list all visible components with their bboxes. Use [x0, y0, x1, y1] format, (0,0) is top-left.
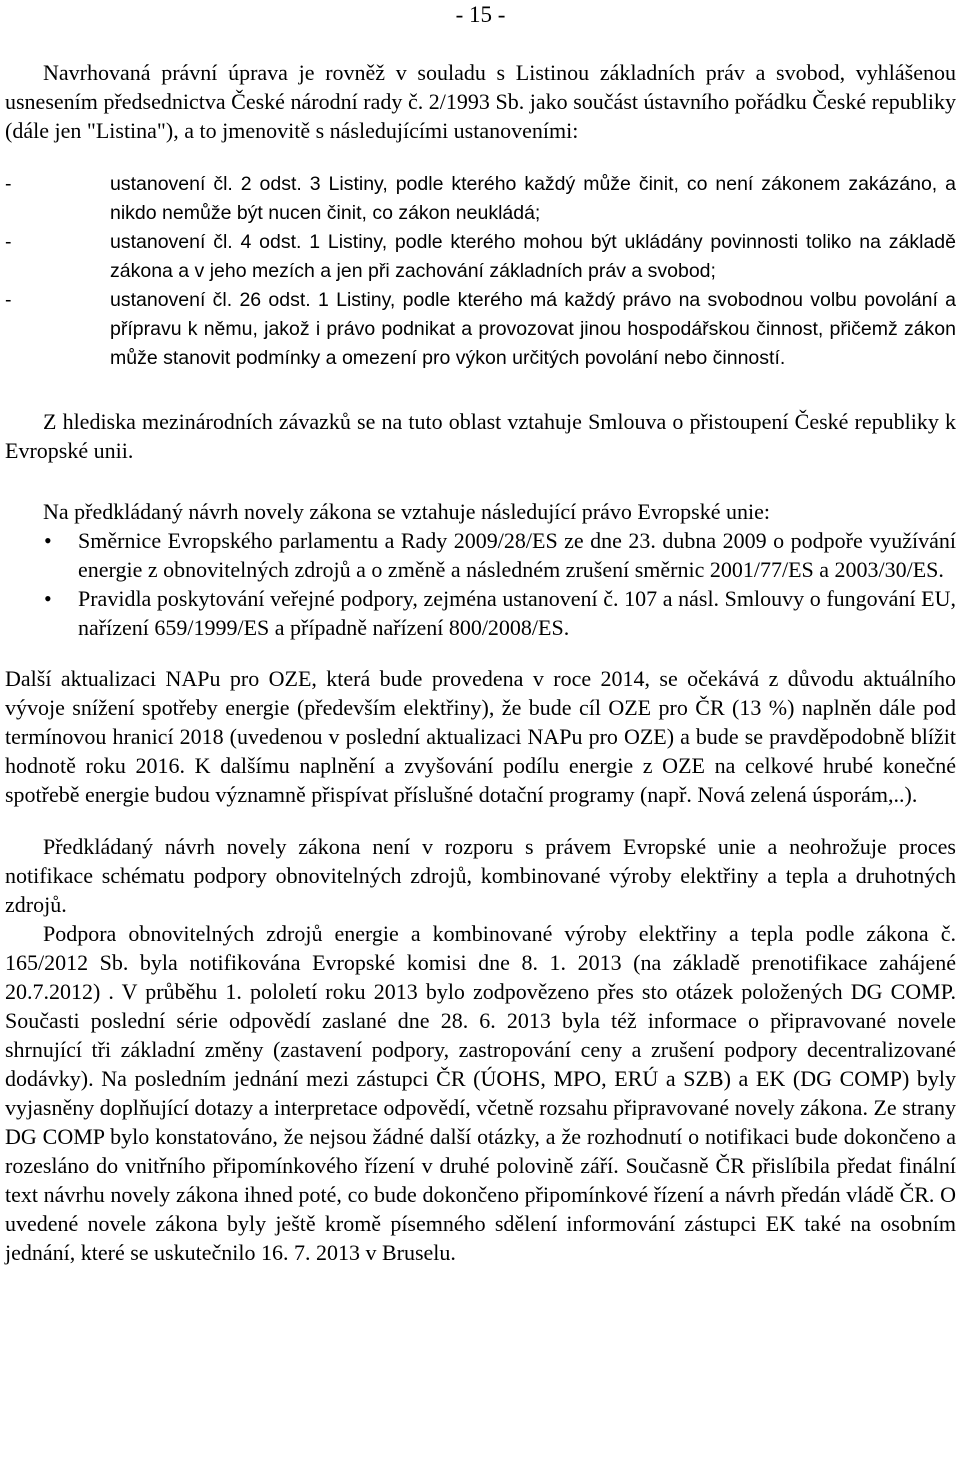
intro-paragraph: Navrhovaná právní úprava je rovněž v souladu s Listinou základních práv a svobod, vyhlášenou usnesením předsednictva České národní rady č. 2/1993 Sb. jako součást ústavního pořádku České republiky (dále jen "Listina"), a to jmenovitě s následujícími ustanoveními:: [5, 60, 956, 143]
list-item: [5, 584, 956, 642]
eu-law-intro: Na předkládaný návrh novely zákona se vztahuje následující právo Evropské unie:: [43, 499, 770, 524]
list-item-text: Směrnice Evropského parlamentu a Rady 2009/28/ES ze dne 23. dubna 2009 o podpoře využívání energie z obnovitelných zdrojů a o změně a následném zrušení směrnic 2001/77/ES a 2003/30/ES.: [78, 528, 956, 582]
list-item: [5, 526, 956, 584]
list-item-text: ustanovení čl. 2 odst. 3 Listiny, podle kterého každý může činit, co není zákonem zakázáno, a nikdo nemůže být nucen činit, co zákon neukládá;: [110, 173, 956, 224]
document-page: [5, 0, 956, 1267]
bullet-icon: •: [44, 528, 52, 553]
list-item: [5, 170, 956, 228]
dash-marker: -: [5, 231, 12, 253]
notification-paragraph: Podpora obnovitelných zdrojů energie a kombinované výroby elektřiny a tepla podle zákona č. 165/2012 Sb. byla notifikována Evropské komisi dne 8. 1. 2013 (na základě prenotifikace zahájené 20.7.2012) . V průběhu 1. pololetí roku 2013 bylo zodpovězeno přes sto otázek položených DG COMP. Současti poslední série odpovědí zaslané dne 28. 6. 2013 byla též informace o připravované novele shrnující tři základní změny (zastavení podpory, zastropování ceny a zrušení podpory decentralizované dodávky). Na posledním jednání mezi zástupci ČR (ÚOHS, MPO, ERÚ a SZB) a EK (DG COMP) byly vyjasněny doplňující dotazy a interpretace odpovědí, včetně rozsahu připravované novely zákona. Ze strany DG COMP bylo konstatováno, že nejsou žádné další otázky, a že rozhodnutí o notifikaci bude dokončeno a rozesláno do vnitřního připomínkového řízení v druhé polovině září. Současně ČR přislíbila předat finální text návrhu novely zákona ihned poté, co bude dokončeno připomínkové řízení a návrh předán vládě ČR. O uvedené novele zákona byly ještě kromě písemného sdělení informování zástupci EK také na osobním jednání, které se uskutečnilo 16. 7. 2013 v Bruselu.: [5, 921, 956, 1265]
eu-law-list: [5, 526, 956, 642]
list-item: [5, 228, 956, 286]
list-item-text: ustanovení čl. 4 odst. 1 Listiny, podle kterého mohou být ukládány povinnosti toliko na základě zákona a v jeho mezích a jen při zachování základních práv a svobod;: [110, 231, 956, 282]
list-item: [5, 286, 956, 373]
napu-paragraph: Další aktualizaci NAPu pro OZE, která bude provedena v roce 2014, se očekává z důvodu aktuálního vývoje snížení spotřeby energie (především elektřiny), že bude cíl OZE pro ČR (13 %) naplněn dále pod termínovou hranicí 2018 (uvedenou v poslední aktualizaci NAPu pro OZE) a bude se pravděpodobně blížit hodnotě roku 2016. K dalšímu naplnění a zvyšování podílu energie z OZE na celkové hrubé konečné spotřebě energie budou významně přispívat příslušné dotační programy (např. Nová zelená úsporám,..).: [5, 666, 956, 807]
page-number: - 15 -: [455, 2, 506, 27]
dash-marker: -: [5, 173, 12, 195]
provisions-list: [5, 170, 956, 373]
bullet-icon: •: [44, 586, 52, 611]
list-item-text: Pravidla poskytování veřejné podpory, zejména ustanovení č. 107 a násl. Smlouvy o fungování EU, nařízení 659/1999/ES a případně nařízení 800/2008/ES.: [78, 586, 956, 640]
international-paragraph: Z hlediska mezinárodních závazků se na tuto oblast vztahuje Smlouva o přistoupení České republiky k Evropské unii.: [5, 409, 956, 463]
conformity-paragraph: Předkládaný návrh novely zákona není v rozporu s právem Evropské unie a neohrožuje proces notifikace schématu podpory obnovitelných zdrojů, kombinované výroby elektřiny a tepla a druhotných zdrojů.: [5, 834, 956, 917]
dash-marker: -: [5, 289, 12, 311]
list-item-text: ustanovení čl. 26 odst. 1 Listiny, podle kterého má každý právo na svobodnou volbu povolání a přípravu k němu, jakož i právo podnikat a provozovat jinou hospodářskou činnost, přičemž zákon může stanovit podmínky a omezení pro výkon určitých povolání nebo činností.: [110, 289, 956, 369]
